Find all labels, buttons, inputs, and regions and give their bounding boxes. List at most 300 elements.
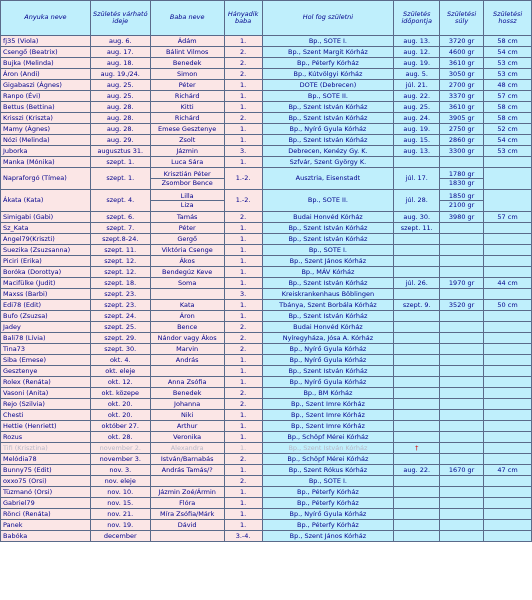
birth-length-cell [484,157,532,168]
birth-weight-cell: 3610 gr [440,58,484,69]
table-row [1,322,532,333]
due-date-cell: nov. 19. [90,520,150,531]
birthplace-cell: Bp., Nyírő Gyula Kórház [262,509,394,520]
mother-cell: Melódia78 [1,454,91,465]
table-row [1,102,532,113]
birth-length-cell: 53 cm [484,69,532,80]
due-date-cell: okt. 20. [90,410,150,421]
baby-number-cell: 1. [224,267,262,278]
birth-length-cell: 48 cm [484,80,532,91]
birth-date-cell [394,498,440,509]
mother-cell: Suezika (Zsuzsanna) [1,245,91,256]
mother-cell: Tüzmanó (Orsi) [1,487,91,498]
baby-number-cell: 2. [224,69,262,80]
birth-length-cell: 54 cm [484,47,532,58]
birth-date-cell: aug. 22. [394,91,440,102]
table-row [1,432,532,443]
birth-weight-cell [440,366,484,377]
baby-name-cell: Arthur [150,421,224,432]
header-row [1,1,532,36]
table-row [1,300,532,311]
birthplace-cell: Bp., Szent István Kórház [262,443,394,454]
baby-number-cell: 1. [224,256,262,267]
birth-length-cell: 50 cm [484,300,532,311]
baby-number-cell: 1. [224,36,262,47]
table-row [1,289,532,300]
table-row [1,443,532,454]
table-row [1,399,532,410]
due-date-cell: aug. 19./24. [90,69,150,80]
baby-number-cell: 3. [224,289,262,300]
birth-length-cell: 58 cm [484,113,532,124]
birth-weight-cell [440,476,484,487]
birth-date-cell [394,267,440,278]
mother-cell: Tina73 [1,344,91,355]
birth-length-cell [484,443,532,454]
baby-number-cell: 1. [224,410,262,421]
baby-number-cell: 2. [224,47,262,58]
birth-weight-cell: 1670 gr [440,465,484,476]
due-date-cell: okt. 20. [90,399,150,410]
birth-date-cell: aug. 12. [394,47,440,58]
birth-length-cell [484,355,532,366]
due-date-cell: aug. 6. [90,36,150,47]
birth-length-cell [484,311,532,322]
baby-number-cell: 1. [224,311,262,322]
birth-weight-cell [440,443,484,454]
birth-length-cell: 57 cm [484,212,532,223]
birth-date-cell [394,355,440,366]
birth-length-cell [484,190,532,212]
table-row [1,168,532,190]
due-date-cell: aug. 28. [90,124,150,135]
mother-cell: Angel79(Kriszti) [1,234,91,245]
birth-date-cell [394,509,440,520]
birth-date-cell [394,322,440,333]
due-date-cell: okt. közepe [90,388,150,399]
baby-name-cell: Bendegúz Keve [150,267,224,278]
mother-cell: Bali78 (Lívia) [1,333,91,344]
table-row [1,58,532,69]
baby-name-cell: Richárd [150,113,224,124]
mother-cell: Chesti [1,410,91,421]
baby-name-cell: Soma [150,278,224,289]
baby-number-cell: 1. [224,91,262,102]
birthplace-cell: Debrecen, Kenézy Gy. K. [262,146,394,157]
birth-length-cell: 58 cm [484,36,532,47]
table-row [1,454,532,465]
baby-name-cell: Ádám [150,36,224,47]
table-row [1,278,532,289]
birthplace-cell: Bp., BM Kórház [262,388,394,399]
due-date-cell: nov. 21. [90,509,150,520]
birth-weight-cell [440,410,484,421]
birthplace-cell: Bp., Péterfy Kórház [262,58,394,69]
birthplace-cell: Bp., Péterfy Kórház [262,498,394,509]
birth-weight-cell: 3980 gr [440,212,484,223]
birth-date-cell: aug. 13. [394,36,440,47]
baby-name-cell: Johanna [150,399,224,410]
header-baby-name: Baba neve [150,1,224,36]
baby-number-cell: 2. [224,344,262,355]
mother-cell: Rozus [1,432,91,443]
mother-cell: Rönci (Renáta) [1,509,91,520]
birthplace-cell: Budai Honvéd Kórház [262,212,394,223]
baby-number-cell: 1. [224,377,262,388]
baby-name-cell: Zsolt [150,135,224,146]
table-row [1,256,532,267]
due-date-cell: aug. 29. [90,135,150,146]
baby-name-cell: Kitti [150,102,224,113]
birth-date-cell [394,234,440,245]
birth-weight-cell [440,333,484,344]
birth-weight-cell [440,399,484,410]
baby-number-cell: 1. [224,278,262,289]
birth-length-cell [484,388,532,399]
birth-weight-cell [440,377,484,388]
birth-weight-cell [440,454,484,465]
birth-weight-cell: 3905 gr [440,113,484,124]
table-row [1,311,532,322]
due-date-cell: szept. 1. [90,157,150,168]
due-date-cell: szept.8-24. [90,234,150,245]
birth-weight-cell [440,245,484,256]
baby-number-cell: 1. [224,135,262,146]
table-row [1,245,532,256]
birth-length-cell: 54 cm [484,135,532,146]
baby-name-cell: Dávid [150,520,224,531]
table-row [1,157,532,168]
mother-cell: Piciri (Erika) [1,256,91,267]
birth-date-cell: aug. 13. [394,146,440,157]
birth-weight-cell: 3520 gr [440,300,484,311]
header-due-date: Születés várható ideje [90,1,150,36]
mother-cell: Bufo (Zsuzsa) [1,311,91,322]
due-date-cell: szept. 6. [90,212,150,223]
due-date-cell: szept. 30. [90,344,150,355]
birthplace-cell: Bp., Péterfy Kórház [262,520,394,531]
birth-weight-cell-part: 2100 gr [448,201,475,209]
baby-number-cell: 1. [224,245,262,256]
birth-date-cell [394,311,440,322]
birth-date-cell: júl. 26. [394,278,440,289]
birthplace-cell: Bp., Szent Margit Kórház [262,47,394,58]
birthplace-cell: Bp., Szent Rókus Kórház [262,465,394,476]
due-date-cell: nov. 10. [90,487,150,498]
birth-weight-cell [440,311,484,322]
birth-weight-cell: 4600 gr [440,47,484,58]
baby-number-cell: 1. [224,157,262,168]
birthplace-cell: Tbánya, Szent Borbála Kórház [262,300,394,311]
birth-length-cell [484,531,532,542]
birth-length-cell [484,410,532,421]
mother-cell: Boróka (Dorottya) [1,267,91,278]
baby-number-cell: 1.-2. [224,190,262,212]
table-row [1,509,532,520]
birth-date-cell [394,520,440,531]
mother-cell: Mamy (Ágnes) [1,124,91,135]
baby-number-cell: 1. [224,355,262,366]
table-row [1,47,532,58]
mother-cell: Juborka [1,146,91,157]
due-date-cell: szept. 23. [90,300,150,311]
mother-cell: Manka (Mónika) [1,157,91,168]
birth-date-cell [394,157,440,168]
birth-date-cell: aug. 19. [394,124,440,135]
birth-length-cell: 57 cm [484,91,532,102]
birth-length-cell [484,333,532,344]
mother-cell: Ákata (Kata) [1,190,91,212]
birthplace-cell: Bp., Szent István Kórház [262,366,394,377]
birth-weight-cell [440,234,484,245]
baby-name-cell: Nándor vagy Ákos [150,333,224,344]
baby-name-cell: Niki [150,410,224,421]
mother-cell: Bujka (Melinda) [1,58,91,69]
baby-name-cell: Péter [150,223,224,234]
birth-weight-cell [440,388,484,399]
baby-number-cell: 1. [224,498,262,509]
birthplace-cell: Ausztria, Eisenstadt [262,168,394,190]
baby-name-cell: Marvin [150,344,224,355]
birth-weight-cell [440,190,484,212]
birthplace-cell: Bp., Nyírő Gyula Kórház [262,355,394,366]
birthplace-cell: Bp., Szent János Kórház [262,531,394,542]
birth-weight-cell [440,498,484,509]
birthplace-cell: Kreiskrankenhaus Böblingen [262,289,394,300]
birth-length-cell [484,399,532,410]
baby-name-cell: Ákos [150,256,224,267]
baby-number-cell: 2. [224,454,262,465]
birth-weight-cell [440,256,484,267]
table-row [1,91,532,102]
birth-date-cell [394,421,440,432]
due-date-cell: november 2. [90,443,150,454]
table-row [1,333,532,344]
baby-name-cell: Viktória Csenge [150,245,224,256]
baby-number-cell: 1. [224,520,262,531]
baby-name-cell: Jázmin Zoé/Ármin [150,487,224,498]
due-date-cell: aug. 25. [90,80,150,91]
table-row [1,465,532,476]
birth-date-cell: aug. 24. [394,113,440,124]
birthplace-cell: Bp., SOTE II. [262,91,394,102]
baby-name-cell: István/Barnabás [150,454,224,465]
baby-name-cell [150,366,224,377]
baby-name-cell: Benedek [150,388,224,399]
birthplace-cell: Bp., Szent István Kórház [262,135,394,146]
table-row [1,267,532,278]
table-row [1,113,532,124]
birthplace-cell: Bp., Szent Imre Kórház [262,421,394,432]
birth-weight-cell: 2700 gr [440,80,484,91]
table-row [1,80,532,91]
mother-cell: Babóka [1,531,91,542]
table-row [1,135,532,146]
table-row [1,366,532,377]
birth-weight-cell: 3370 gr [440,91,484,102]
due-date-cell: szept. 29. [90,333,150,344]
birth-date-cell [394,245,440,256]
due-date-cell: november 3. [90,454,150,465]
baby-name-cell [150,289,224,300]
birth-date-cell [394,399,440,410]
birth-weight-cell [440,531,484,542]
baby-number-cell: 1. [224,465,262,476]
due-date-cell: aug. 28. [90,113,150,124]
mother-cell: Tifi (Krisztina) [1,443,91,454]
birth-date-cell: szept. 9. [394,300,440,311]
mother-cell: Bunny75 (Edit) [1,465,91,476]
birthplace-cell: Bp., Nyírő Gyula Kórház [262,377,394,388]
birth-date-cell: aug. 25. [394,102,440,113]
mother-cell: Ranpo (Évi) [1,91,91,102]
birth-length-cell [484,322,532,333]
birth-date-cell: † [394,443,440,454]
baby-number-cell: 1. [224,487,262,498]
baby-name-cell: Tamás [150,212,224,223]
birthplace-cell: Bp., Schöpf Mérei Kórház [262,454,394,465]
birth-weight-cell: 3610 gr [440,102,484,113]
mother-cell: Jadey [1,322,91,333]
birth-length-cell [484,498,532,509]
due-date-cell: aug. 17. [90,47,150,58]
mother-cell: Csengő (Beatrix) [1,47,91,58]
birthplace-cell: Szfvár, Szent György K. [262,157,394,168]
baby-number-cell: 2. [224,399,262,410]
baby-number-cell: 1.-2. [224,168,262,190]
due-date-cell: szept. 4. [90,190,150,212]
table-row [1,377,532,388]
mother-cell: Krisszi (Kriszta) [1,113,91,124]
birth-length-cell: 53 cm [484,146,532,157]
baby-number-cell: 2. [224,322,262,333]
birth-weight-cell [440,355,484,366]
table-row [1,388,532,399]
birth-weight-cell: 3300 gr [440,146,484,157]
table-row [1,212,532,223]
due-date-cell: december [90,531,150,542]
birth-length-cell [484,377,532,388]
mother-cell: Vasoni (Anita) [1,388,91,399]
table-row [1,421,532,432]
birth-length-cell [484,344,532,355]
birth-weight-cell [440,520,484,531]
table-row [1,476,532,487]
birth-length-cell [484,509,532,520]
baby-name-cell: Emese Gesztenye [150,124,224,135]
birth-weight-cell: 2860 gr [440,135,484,146]
baby-name-cell: Gergő [150,234,224,245]
birth-date-cell: aug. 15. [394,135,440,146]
baby-name-cell [150,190,224,212]
mother-cell: Áron (Andi) [1,69,91,80]
birth-weight-cell-part: 1780 gr [440,170,483,180]
mother-cell: Panek [1,520,91,531]
baby-name-cell-part: Lilla [151,192,224,202]
birthplace-cell: Bp., SOTE I. [262,245,394,256]
mother-cell: Gabriel79 [1,498,91,509]
baby-name-cell [150,476,224,487]
birth-length-cell [484,454,532,465]
due-date-cell: okt. 4. [90,355,150,366]
birth-date-cell: aug. 19. [394,58,440,69]
mother-cell: Maxss (Barbi) [1,289,91,300]
birth-date-cell: aug. 22. [394,465,440,476]
birthplace-cell: DOTE (Debrecen) [262,80,394,91]
birth-date-cell: júl. 21. [394,80,440,91]
birth-length-cell [484,487,532,498]
mother-cell: Nózi (Melinda) [1,135,91,146]
mother-cell: Gesztenye [1,366,91,377]
birth-date-cell [394,377,440,388]
table-row [1,498,532,509]
due-date-cell: aug. 28. [90,102,150,113]
due-date-cell: szept. 23. [90,289,150,300]
birth-date-cell [394,333,440,344]
mother-cell: Edi78 (Edit) [1,300,91,311]
birthplace-cell: Bp., Szent István Kórház [262,234,394,245]
birthplace-cell: Bp., SOTE II. [262,190,394,212]
birth-length-cell [484,289,532,300]
baby-name-cell-part: Krisztián Péter [151,170,224,180]
baby-number-cell: 2. [224,333,262,344]
header-birth-date: Születés időpontja [394,1,440,36]
birth-weight-cell-part: 1830 gr [448,179,475,187]
baby-name-cell: Bálint Vilmos [150,47,224,58]
baby-name-cell: Flóra [150,498,224,509]
baby-number-cell: 2. [224,58,262,69]
birthplace-cell: Bp., Nyírő Gyula Kórház [262,124,394,135]
due-date-cell: aug. 18. [90,58,150,69]
birthplace-cell: Budai Honvéd Kórház [262,322,394,333]
baby-name-cell: Alexandra [150,443,224,454]
table-row [1,344,532,355]
birth-weight-cell [440,267,484,278]
baby-number-cell: 1. [224,443,262,454]
birth-weight-cell [440,322,484,333]
baby-number-cell: 2. [224,476,262,487]
table-row [1,531,532,542]
birth-length-cell [484,168,532,190]
birth-date-cell [394,366,440,377]
mother-cell: Bettus (Bettina) [1,102,91,113]
birth-weight-cell [440,168,484,190]
birth-length-cell: 53 cm [484,58,532,69]
birthplace-cell: Bp., MÁV Kórház [262,267,394,278]
birth-length-cell: 47 cm [484,465,532,476]
birthplace-cell: Bp., Nyírő Gyula Kórház [262,344,394,355]
table-row [1,36,532,47]
birthplace-cell: Bp., Szent Imre Kórház [262,410,394,421]
baby-name-cell: András [150,355,224,366]
mother-cell: Rolex (Renáta) [1,377,91,388]
birthplace-cell: Bp., Szent István Kórház [262,223,394,234]
birth-length-cell [484,256,532,267]
birth-weight-cell: 3050 gr [440,69,484,80]
table-row [1,234,532,245]
birth-weight-cell: 3720 gr [440,36,484,47]
mother-cell: Hettie (Henriett) [1,421,91,432]
baby-number-cell: 2. [224,212,262,223]
birth-weight-cell [440,509,484,520]
birth-length-cell [484,234,532,245]
birth-weight-cell [440,487,484,498]
table-row [1,355,532,366]
baby-number-cell: 2. [224,113,262,124]
birth-date-cell [394,256,440,267]
table-row [1,190,532,212]
birth-length-cell [484,366,532,377]
